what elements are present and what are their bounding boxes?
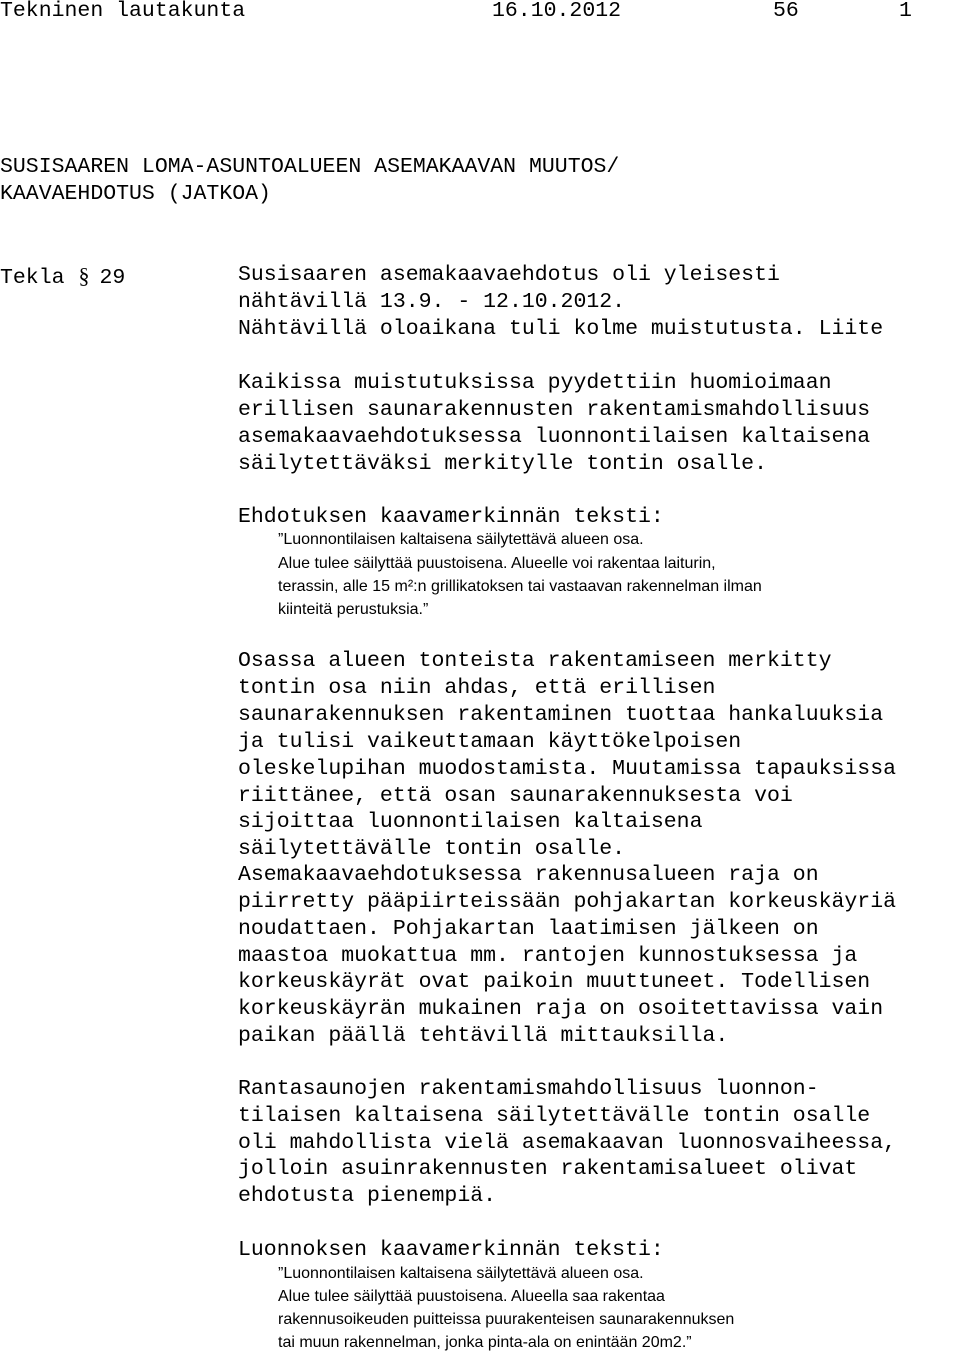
- header-org: Tekninen lautakunta: [0, 0, 246, 23]
- section-number: 29: [99, 266, 126, 290]
- header-date: 16.10.2012: [492, 0, 622, 23]
- paragraph-line: Rantasaunojen rakentamismahdollisuus luonnon-: [238, 1077, 819, 1101]
- paragraph-line: saunarakennuksen rakentaminen tuottaa hankaluuksia: [238, 703, 884, 727]
- header-item-number: 1: [899, 0, 912, 23]
- luonnos-quote-line: rakennusoikeuden puitteissa puurakenteisen saunarakennuksen: [278, 1311, 735, 1328]
- ehdotus-quote-line: terassin, alle 15 m²:n grillikatoksen tai vastaavan rakennelman ilman: [278, 578, 762, 595]
- paragraph-line: korkeuskäyrän mukainen raja on osoitettavissa vain: [238, 997, 884, 1021]
- paragraph-line: tontin osa niin ahdas, että erillisen: [238, 676, 716, 700]
- paragraph-line: ja tulisi vaikeuttamaan käyttökelpoisen: [238, 730, 742, 754]
- intro-line: Nähtävillä oloaikana tuli kolme muistutusta. Liite: [238, 317, 884, 341]
- intro-line: nähtävillä 13.9. - 12.10.2012.: [238, 290, 626, 314]
- document-title-line-1: SUSISAAREN LOMA-ASUNTOALUEEN ASEMAKAAVAN MUUTOS/: [0, 155, 620, 179]
- luonnos-heading: Luonnoksen kaavamerkinnän teksti:: [238, 1238, 664, 1262]
- paragraph-line: korkeuskäyrät ovat paikoin muuttuneet. Todellisen: [238, 970, 871, 994]
- paragraph-line: oli mahdollista vielä asemakaavan luonnosvaiheessa,: [238, 1131, 897, 1155]
- paragraph-line: Kaikissa muistutuksissa pyydettiin huomioimaan: [238, 371, 832, 395]
- section-prefix: Tekla: [0, 266, 65, 290]
- paragraph-line: ehdotusta pienempiä.: [238, 1184, 497, 1208]
- paragraph-line: piirretty pääpiirteissään pohjakartan korkeuskäyriä: [238, 890, 897, 914]
- luonnos-quote-line: tai muun rakennelman, jonka pinta-ala on enintään 20m2.”: [278, 1334, 692, 1351]
- luonnos-quote-line: ”Luonnontilaisen kaltaisena säilytettävä alueen osa.: [278, 1265, 644, 1282]
- paragraph-line: Asemakaavaehdotuksessa rakennusalueen raja on: [238, 863, 819, 887]
- ehdotus-heading: Ehdotuksen kaavamerkinnän teksti:: [238, 505, 664, 529]
- paragraph-line: tilaisen kaltaisena säilytettävälle tontin osalle: [238, 1104, 871, 1128]
- paragraph-line: Osassa alueen tonteista rakentamiseen merkitty: [238, 649, 832, 673]
- paragraph-line: asemakaavaehdotuksessa luonnontilaisen kaltaisena: [238, 425, 871, 449]
- ehdotus-quote-line: kiinteitä perustuksia.”: [278, 601, 429, 618]
- paragraph-line: paikan päällä tehtävillä mittauksilla.: [238, 1024, 729, 1048]
- luonnos-quote-line: Alue tulee säilyttää puustoisena. Alueella saa rakentaa: [278, 1288, 665, 1305]
- ehdotus-quote-line: ”Luonnontilaisen kaltaisena säilytettävä alueen osa.: [278, 531, 644, 548]
- paragraph-line: säilytettävälle tontin osalle.: [238, 837, 626, 861]
- paragraph-line: oleskelupihan muodostamista. Muutamissa tapauksissa: [238, 757, 897, 781]
- intro-line: Susisaaren asemakaavaehdotus oli yleisesti: [238, 263, 780, 287]
- paragraph-line: erillisen saunarakennusten rakentamismahdollisuus: [238, 398, 871, 422]
- document-title-line-2: KAAVAEHDOTUS (JATKOA): [0, 182, 271, 206]
- paragraph-line: maastoa muokattua mm. rantojen kunnostuksessa ja: [238, 944, 858, 968]
- paragraph-line: jolloin asuinrakennusten rakentamisalueet olivat: [238, 1157, 858, 1181]
- paragraph-line: sijoittaa luonnontilaisen kaltaisena: [238, 810, 703, 834]
- ehdotus-quote-line: Alue tulee säilyttää puustoisena. Alueelle voi rakentaa laiturin,: [278, 555, 716, 572]
- paragraph-line: noudattaen. Pohjakartan laatimisen jälkeen on: [238, 917, 819, 941]
- section-symbol: §: [78, 263, 90, 288]
- section-marker: [0, 262, 125, 292]
- header-page-number: 56: [773, 0, 799, 23]
- paragraph-line: riittänee, että osan saunarakennuksesta voi: [238, 784, 793, 808]
- paragraph-line: säilytettäväksi merkitylle tontin osalle.: [238, 452, 767, 476]
